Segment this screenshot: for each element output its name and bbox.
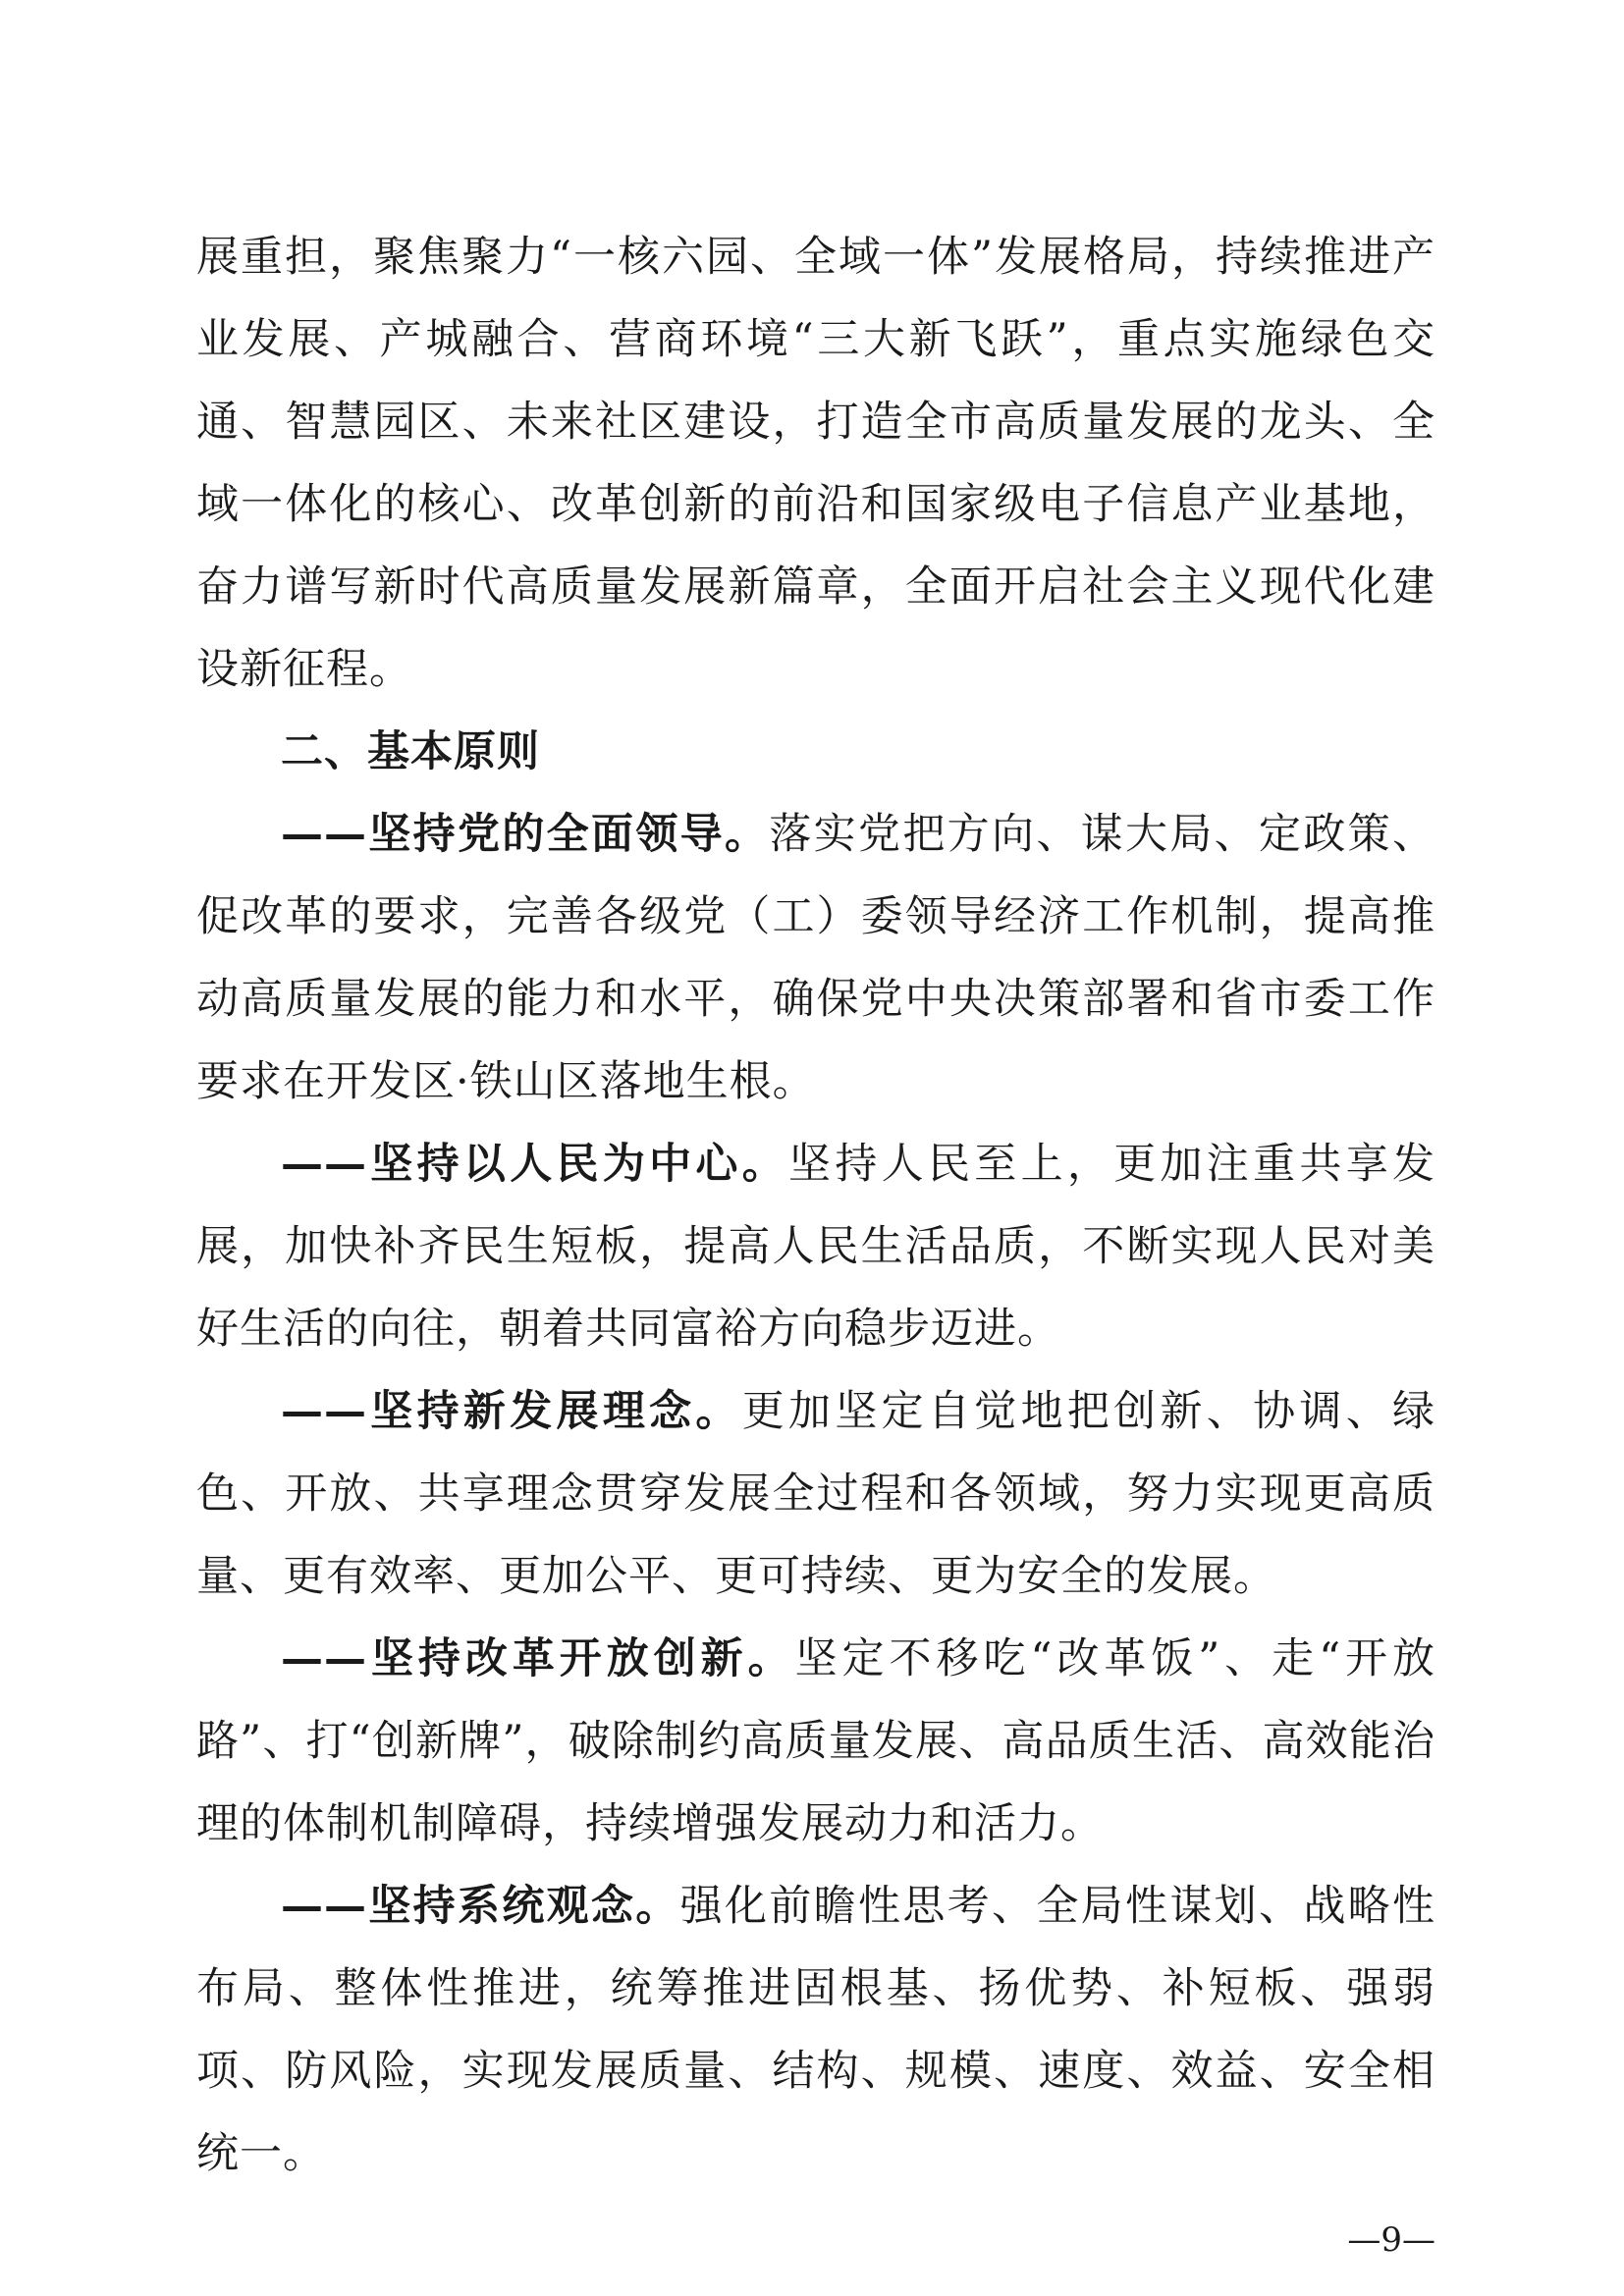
principle-body: 坚定不移吃“改革饭”、走“开放路”、打“创新牌”，破除制约高质量发展、高品质生活、高效能治理的体制机制障碍，持续增强发展动力和活力。 — [196, 1634, 1436, 1848]
principle-body: 强化前瞻性思考、全局性谋划、战略性布局、整体性推进，统筹推进固根基、扬优势、补短板、强弱项、防风险，实现发展质量、结构、规模、速度、效益、安全相统一。 — [196, 1882, 1436, 2178]
principle-lead: ——坚持以人民为中心。 — [281, 1140, 789, 1189]
document-page — [196, 216, 1435, 2195]
page-number: —9— — [1347, 2220, 1435, 2260]
principle-lead: ——坚持改革开放创新。 — [281, 1634, 795, 1683]
intro-paragraph: 展重担，聚焦聚力“一核六园、全域一体”发展格局，持续推进产业发展、产城融合、营商环境“三大新飞跃”，重点实施绿色交通、智慧园区、未来社区建设，打造全市高质量发展的龙头、全域一体化的核心、改革创新的前沿和国家级电子信息产业基地，奋力谱写新时代高质量发展新篇章，全面开启社会主义现代化建设新征程。 — [196, 233, 1435, 694]
principle-body: 更加坚定自觉地把创新、协调、绿色、开放、共享理念贯穿发展全过程和各领域，努力实现更高质量、更有效率、更加公平、更可持续、更为安全的发展。 — [196, 1387, 1436, 1601]
principle-paragraph — [196, 793, 1435, 1123]
principle-paragraph — [196, 1618, 1435, 1865]
principle-body: 坚持人民至上，更加注重共享发展，加快补齐民生短板，提高人民生活品质，不断实现人民对美好生活的向往，朝着共同富裕方向稳步迈进。 — [196, 1140, 1436, 1354]
principle-lead: ——坚持党的全面领导。 — [281, 810, 770, 859]
principle-paragraph — [196, 1370, 1435, 1618]
principle-body: 落实党把方向、谋大局、定政策、促改革的要求，完善各级党（工）委领导经济工作机制，提高推动高质量发展的能力和水平，确保党中央决策部署和省市委工作要求在开发区·铁山区落地生根。 — [196, 810, 1436, 1106]
principle-lead: ——坚持系统观念。 — [281, 1882, 680, 1931]
principle-lead: ——坚持新发展理念。 — [281, 1387, 742, 1436]
principle-paragraph — [196, 1123, 1435, 1370]
section-heading: 二、基本原则 — [281, 727, 540, 776]
principle-paragraph — [196, 1865, 1435, 2195]
